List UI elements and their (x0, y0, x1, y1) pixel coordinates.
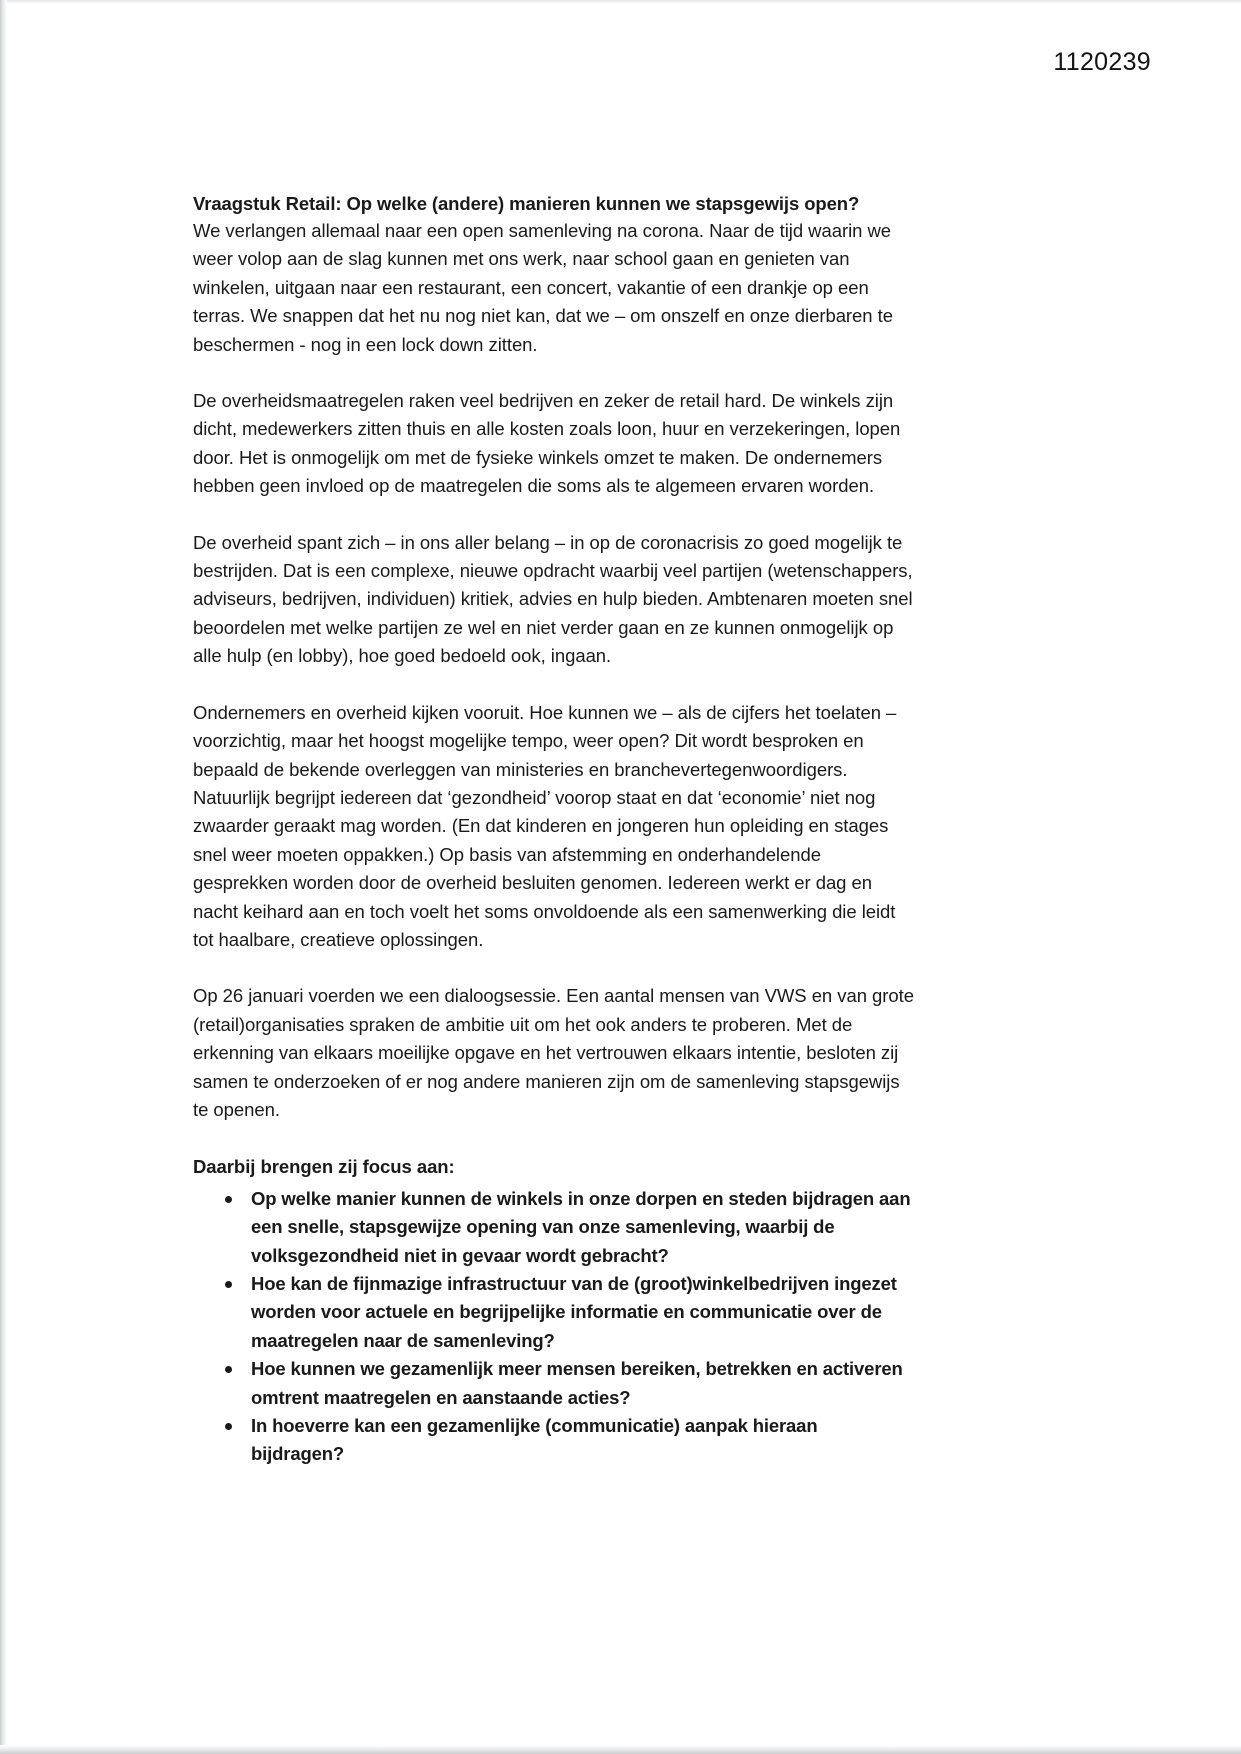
focus-heading: Daarbij brengen zij focus aan: (193, 1156, 455, 1178)
focus-list (193, 1185, 915, 1469)
paragraph-3: De overheid spant zich – in ons aller belang – in op de coronacrisis zo goed mogelijk te bestrijden. Dat is een complexe, nieuwe opdracht waarbij veel partijen (wetenschappers, adviseurs, bedrijven, individuen) kritiek, advies en hulp bieden. Ambtenaren moeten snel beoordelen met welke partijen ze wel en niet verder gaan en ze kunnen onmogelijk op alle hulp (en lobby), hoe goed bedoeld ook, ingaan. (193, 531, 913, 667)
list-item-text: Op welke manier kunnen de winkels in onze dorpen en steden bijdragen aan een snelle, stapsgewijze opening van onze samenleving, waarbij de volksgezondheid niet in gevaar wordt gebracht? (251, 1187, 911, 1266)
scan-edge-top (0, 0, 1241, 4)
document-body (193, 190, 915, 1469)
list-item-text: In hoeverre kan een gezamenlijke (communicatie) aanpak hieraan bijdragen? (251, 1415, 818, 1465)
paragraph-4: Ondernemers en overheid kijken vooruit. Hoe kunnen we – als de cijfers het toelaten – voorzichtig, maar het hoogst mogelijke tempo, weer open? Dit wordt besproken en bepaald de bekende overleggen van ministeries en branchevertegenwoordigers. Natuurlijk begrijpt iedereen dat ‘gezondheid’ voorop staat en dat ‘economie’ niet nog zwaarder geraakt mag worden. (En dat kinderen en jongeren hun opleiding en stages snel weer moeten oppakken.) Op basis van afstemming en onderhandelende gesprekken worden door de overheid besluiten genomen. Iedereen werkt er dag en nacht keihard aan en toch voelt het soms onvoldoende als een samenwerking die leidt tot haalbare, creatieve oplossingen. (193, 701, 897, 950)
list-item (193, 1355, 915, 1412)
document-title: Vraagstuk Retail: Op welke (andere) manieren kunnen we stapsgewijs open? (193, 193, 860, 214)
list-item-text: Hoe kunnen we gezamenlijk meer mensen bereiken, betrekken en activeren omtrent maatregelen en aanstaande acties? (251, 1358, 903, 1408)
scan-edge-bottom (0, 1745, 1241, 1754)
bullet-dot-icon (225, 1281, 232, 1288)
paragraph-2: De overheidsmaatregelen raken veel bedrijven en zeker de retail hard. De winkels zijn dicht, medewerkers zitten thuis en alle kosten zoals loon, huur en verzekeringen, lopen door. Het is onmogelijk om met de fysieke winkels omzet te maken. De ondernemers hebben geen invloed op de maatregelen die soms als te algemeen ervaren worden. (193, 390, 901, 497)
list-item (193, 1185, 915, 1270)
list-item (193, 1270, 915, 1355)
paragraph-1: We verlangen allemaal naar een open samenleving na corona. Naar de tijd waarin we weer volop aan de slag kunnen met ons werk, naar school gaan en genieten van winkelen, uitgaan naar een restaurant, een concert, vakantie of een drankje op een terras. We snappen dat het nu nog niet kan, dat we – om onszelf en onze dierbaren te beschermen - nog in een lock down zitten. (193, 220, 893, 355)
paragraph-5: Op 26 januari voerden we een dialoogsessie. Een aantal mensen van VWS en van grote (retail)organisaties spraken de ambitie uit om het ook anders te proberen. Met de erkenning van elkaars moeilijke opgave en het vertrouwen elkaars intentie, besloten zij samen te onderzoeken of er nog andere manieren zijn om de samenleving stapsgewijs te openen. (193, 985, 914, 1120)
bullet-dot-icon (225, 1366, 232, 1373)
bullet-dot-icon (225, 1423, 232, 1430)
list-item-text: Hoe kan de fijnmazige infrastructuur van de (groot)winkelbedrijven ingezet worden voor actuele en begrijpelijke informatie en communicatie over de maatregelen naar de samenleving? (251, 1273, 897, 1351)
bullet-dot-icon (225, 1196, 232, 1203)
list-item (193, 1412, 915, 1469)
scan-edge-left (0, 0, 7, 1754)
document-header-number: 1120239 (1053, 48, 1151, 76)
